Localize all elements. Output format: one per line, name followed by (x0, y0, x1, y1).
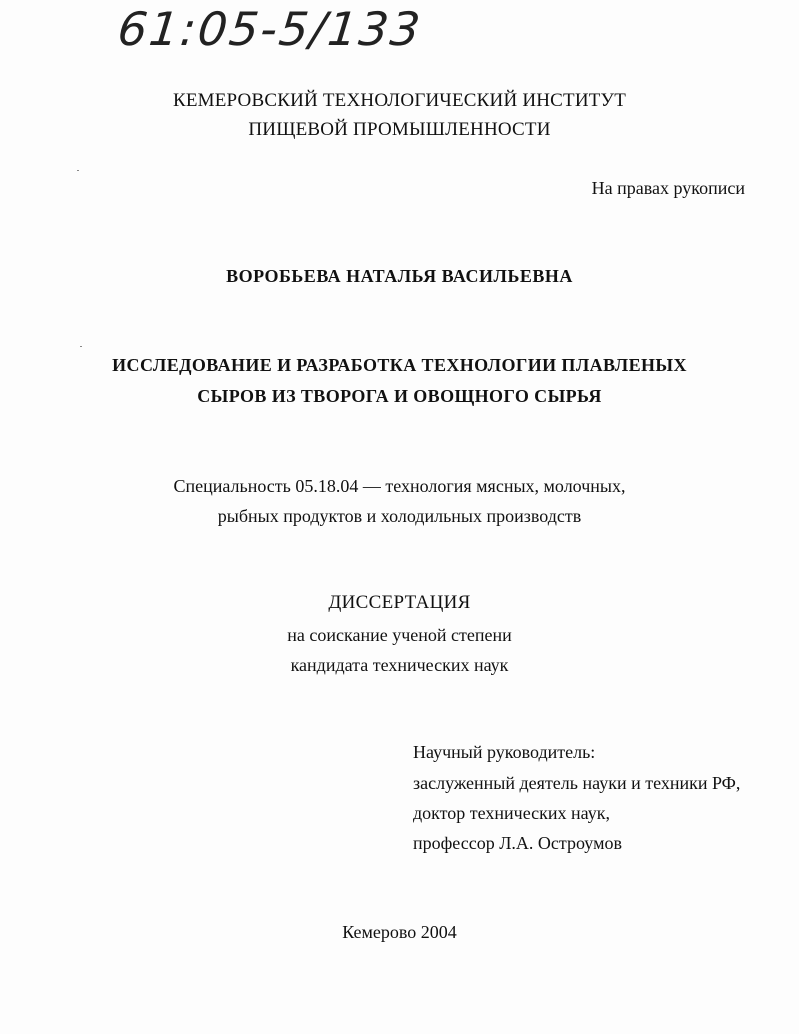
supervisor-line2: доктор технических наук, (413, 803, 610, 823)
institute-name-line1: КЕМЕРОВСКИЙ ТЕХНОЛОГИЧЕСКИЙ ИНСТИТУТ (172, 90, 627, 111)
author-name: ВОРОБЬЕВА НАТАЛЬЯ ВАСИЛЬЕВНА (226, 266, 573, 286)
scan-speck (80, 346, 82, 347)
rights-note: На правах рукописи (591, 178, 745, 198)
supervisor-line3: профессор Л.А. Остроумов (413, 833, 622, 853)
handwritten-archive-number: 61:05-5/133 (115, 2, 425, 56)
specialty-line2: рыбных продуктов и холодильных производств (217, 506, 582, 526)
institute-name-line2: ПИЩЕВОЙ ПРОМЫШЛЕННОСТИ (248, 119, 551, 140)
degree-line1: на соискание ученой степени (287, 625, 512, 645)
thesis-title-line2: СЫРОВ ИЗ ТВОРОГА И ОВОЩНОГО СЫРЬЯ (197, 386, 602, 406)
city-year: Кемерово 2004 (342, 922, 457, 942)
specialty-line1: Специальность 05.18.04 — технология мясных, молочных, (173, 476, 626, 496)
degree-line2: кандидата технических наук (290, 655, 509, 675)
dissertation-heading: ДИССЕРТАЦИЯ (328, 592, 471, 613)
scan-speck (77, 170, 79, 171)
thesis-title-line1: ИССЛЕДОВАНИЕ И РАЗРАБОТКА ТЕХНОЛОГИИ ПЛАВЛЕНЫХ (112, 355, 687, 375)
supervisor-line1: заслуженный деятель науки и техники РФ, (413, 773, 741, 793)
supervisor-label: Научный руководитель: (413, 742, 596, 762)
